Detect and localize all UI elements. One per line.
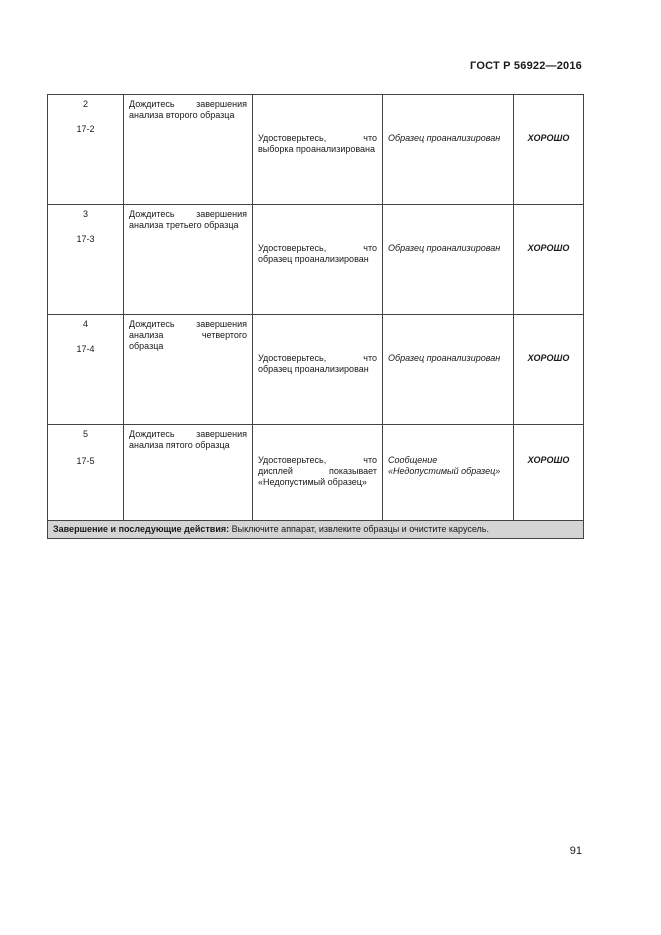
step-result: ХОРОШО (514, 205, 584, 315)
closing-actions-text: Выключите аппарат, извлеките образцы и очистите карусель. (229, 524, 489, 534)
step-expected: Образец проанализирован (383, 205, 514, 315)
step-check: Удостоверьтесь, что образец проанализирован (253, 205, 383, 315)
step-number-cell (48, 315, 124, 425)
step-number: 4 (82, 319, 88, 329)
page-number: 91 (569, 845, 582, 857)
document-code: ГОСТ Р 56922—2016 (470, 60, 582, 72)
table-row (48, 205, 584, 315)
step-action: Дождитесь завершения анализа пятого образца (124, 425, 253, 521)
closing-actions-cell (48, 521, 584, 539)
sub-step-number: 17-2 (76, 124, 95, 134)
step-expected: Образец проанализирован (383, 95, 514, 205)
step-action: Дождитесь завершения анализа второго образца (124, 95, 253, 205)
step-result: ХОРОШО (514, 315, 584, 425)
table-row (48, 95, 584, 205)
step-number: 3 (82, 209, 88, 219)
step-number-cell (48, 205, 124, 315)
test-steps-table (47, 94, 584, 539)
step-number: 5 (82, 429, 88, 439)
step-check: Удостоверьтесь, что образец проанализирован (253, 315, 383, 425)
step-number-cell (48, 95, 124, 205)
step-number: 2 (82, 99, 88, 109)
sub-step-number: 17-3 (76, 234, 95, 244)
sub-step-number: 17-5 (76, 456, 95, 466)
step-action: Дождитесь завершения анализа четвертого образца (124, 315, 253, 425)
table-row (48, 425, 584, 521)
step-expected: Сообщение «Недопустимый образец» (383, 425, 514, 521)
closing-actions-label: Завершение и последующие действия: (53, 524, 230, 534)
step-expected: Образец проанализирован (383, 315, 514, 425)
sub-step-number: 17-4 (76, 344, 95, 354)
step-result: ХОРОШО (514, 425, 584, 521)
table-row (48, 315, 584, 425)
step-action: Дождитесь завершения анализа третьего образца (124, 205, 253, 315)
step-check: Удостоверьтесь, что выборка проанализирована (253, 95, 383, 205)
closing-actions-row (48, 521, 584, 539)
step-number-cell (48, 425, 124, 521)
step-result: ХОРОШО (514, 95, 584, 205)
step-check: Удостоверьтесь, что дисплей показывает «Недопустимый образец» (253, 425, 383, 521)
